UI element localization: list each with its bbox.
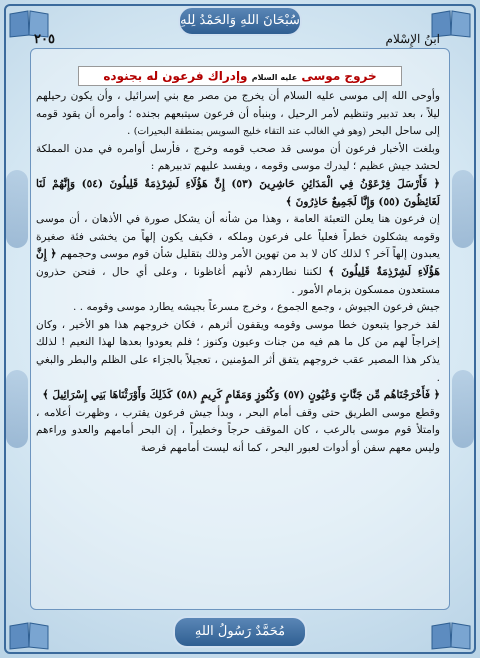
side-medallion [6, 370, 28, 448]
paragraph: لقد خرجوا يتبعون خطا موسى وقومه ويقفون أثرهم ، فكان خروجهم هذا هو الأخير ، وكان إخراجاً لهم من كل ما هم فيه من جنات وعيون وكنوز ؛ فلم يعودوا بعدها لهذا النعيم ! لذلك يذكر هذا المصير عقب خروجهم يتفق أثر المؤمنين ، تعجيلاً بالجزاء على الظلم والبطر والبغي . [36, 318, 440, 384]
side-medallion [6, 170, 28, 248]
paragraph: وقطع موسى الطريق حتى وقف أمام البحر ، وبدأ جيش فرعون يقترب ، وظهرت أعلامه ، وامتلأ قوم موسى بالرعب ، كان الموقف حرجاً وخطيراً ، إن البحر أمامهم والعدو وراءهم وليس معهم سفن أو أدوات لعبور البحر ، كما أنه ليست أمامهم فرصة [36, 406, 440, 454]
paragraph: وأوحى الله إلى موسى عليه السلام أن يخرج من مصر مع بني إسرائيل ، وأن يكون رحيلهم ليلاً ، بعد تدبير وتنظيم لأمر الرحيل ، وبنبأه أن فرعون سيتبعهم بجنده ؛ وأمره أن يقود قومه إلى ساحل البحر (وهو في الغالب عند التقاء خليج السويس بمنطقة البحيرات) . [36, 90, 440, 138]
quran-verse: ﴿ فَأَرْسَلَ فِرْعَوْنُ فِي الْمَدَائِنِ حَاشِرِينَ (٥٣) إِنَّ هَؤُلَاءِ لَشِرْذِمَةٌ قَلِيلُونَ (٥٤) وَإِنَّهُمْ لَنَا لَغَائِظُونَ (٥٥) وَإِنَّا لَجَمِيعٌ حَاذِرُونَ ﴾ [36, 177, 440, 208]
quran-verse-inline: ﴿ إِنَّ هَؤُلَاءِ لَشِرْذِمَةٌ قَلِيلُونَ ﴾ [36, 248, 440, 278]
open-book-icon [8, 620, 50, 650]
quran-verse: ﴿ فَأَخْرَجْنَاهُم مِّن جَنَّاتٍ وَعُيُونٍ (٥٧) وَكُنُوزٍ وَمَقَامٍ كَرِيمٍ (٥٨) كَذَلِكَ وَأَوْرَثْنَاهَا بَنِي إِسْرَائِيلَ ﴾ [42, 389, 440, 402]
running-header [30, 32, 448, 50]
section-title-part1: خروج موسى [301, 69, 377, 83]
section-title [78, 66, 402, 86]
bottom-banner: مُحَمَّدٌ رَسُولُ اللهِ [173, 616, 307, 648]
body-text [36, 88, 440, 457]
book-name: ابنُ الإِسْلام [385, 32, 440, 46]
top-banner: سُبْحَانَ اللهِ وَالحَمْدُ لِلهِ [178, 6, 302, 36]
paragraph: جيش فرعون الجيوش ، وجمع الجموع ، وخرج مسرعاً بجيشه يطارد موسى وقومه . . [73, 301, 440, 314]
paragraph: وبلغت الأخبار فرعون أن موسى قد صحب قومه وخرج ، فأرسل أوامره في مدن المملكة لحشد جيش عظيم ؛ ليدرك موسى وقومه ، ويفسد عليهم تدبيرهم : [36, 142, 440, 173]
footnote-inline: (وهو في الغالب عند التقاء خليج السويس بمنطقة البحيرات) [133, 126, 367, 138]
honorific: عليه السلام [251, 73, 298, 82]
side-medallion [452, 370, 474, 448]
open-book-icon [430, 620, 472, 650]
section-title-part2: وإدراك فرعون له بجنوده [103, 69, 248, 83]
page-number: ٢٠٥ [34, 32, 55, 47]
paragraph: إن فرعون هنا يعلن التعبئة العامة ، وهذا من شأنه أن يشكل صورة في الأذهان ، أن موسى وقومه يشكلون خطراً فعلياً على فرعون وملكه ، فكيف يكون إلهاً من يخشى فئة صغيرة يعبدون إلهاً آخر ؟ لذلك كان لا بد من تهوين الأمر وذلك بتقليل شأن قوم موسى وحجمهم ﴿ إِنَّ هَؤُلَاءِ لَشِرْذِمَةٌ قَلِيلُونَ ﴾ لكننا نطاردهم لأنهم أغاظونا ، وعلى أي حال ، فنحن حذرون مستعدون ممسكون بزمام الأمور . [36, 213, 441, 296]
side-medallion [452, 170, 474, 248]
